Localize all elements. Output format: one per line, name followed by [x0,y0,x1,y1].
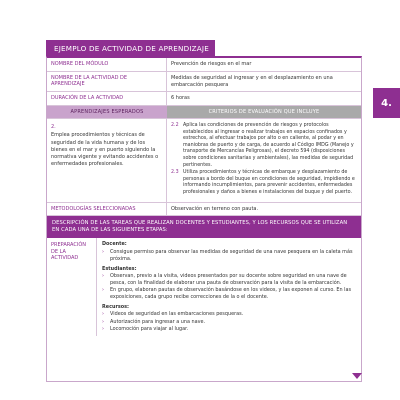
expected-learning-number: 2. [51,124,56,130]
list-item [102,249,356,263]
list-item-text: Observan, previo a la visita, videos presentados por su docente sobre seguridad en una nave de pesca, con la finalidad de elaborar una pauta de observación para la visita de la embarcación. [110,272,347,287]
duration-label: DURACIÓN DE LA ACTIVIDAD [47,92,167,105]
activity-title-bar: EJEMPLO DE ACTIVIDAD DE APRENDIZAJE [46,40,215,56]
criterion-number: 2.2 [171,123,179,128]
module-value: Prevención de riesgos en el mar [171,61,252,67]
criterion-text: Utiliza procedimientos y técnicas de embarque y desplazamiento de personas a bordo del buque en condiciones de seguridad, impidiendo e informando incumplimientos, para prevenir accidentes, enfermedades profesionales y daños a bienes e instalaciones del buque y del puerto. [183,170,355,196]
preparation-label: PREPARACIÓN DE LA ACTIVIDAD [47,238,97,335]
recursos-heading: Recursos: [102,304,130,311]
list-item-text: Consigue permiso para observar las medidas de seguridad de una nave pesquera en la caleta más próxima. [110,248,353,262]
criterion-text: Aplica las condiciones de prevención de riesgos y protocolos establecidos al ingresar o realizar trabajos en espacios confinados y estrechos, al efectuar trabajos por alto o en caliente, al podar y en maniobras de puerto y de carga, de acuerdo al Código IMDG (Manejo y transporte de Mercancías Peligrosas), el decreto 594 (disposiciones sobre condiciones sanitarias y ambientales), las medidas de seguridad pertinentes. [183,123,354,168]
chevron-right-icon: › [102,325,104,332]
list-item [102,326,356,333]
criterion-item [171,170,357,196]
learning-header: APRENDIZAJES ESPERADOS [47,106,167,118]
docente-heading: Docente: [102,241,127,248]
estudiantes-heading: Estudiantes: [102,265,137,272]
duration-value: 6 horas [171,95,190,102]
chevron-right-icon: › [102,287,104,294]
preparation-content [97,238,361,335]
methodology-label: METODOLOGÍAS SELECCIONADAS [47,203,167,216]
methodology-row [47,203,361,217]
methodology-value: Observación en terreno con pauta. [171,205,259,212]
activity-name-row [47,72,361,93]
expected-learning [47,119,167,202]
list-item [102,311,356,318]
preparation-row [47,238,361,335]
list-item-text: Videos de seguridad en las embarcaciones pesqueras. [110,311,244,318]
list-item-text: Autorización para ingresar a una nave. [110,318,206,325]
chevron-right-icon: › [102,311,104,318]
learning-criteria-row [47,119,361,203]
list-item [102,319,356,326]
expected-learning-text: Emplea procedimientos y técnicas de seguridad de la vida humana y de los bienes en el mar y en puerto siguiendo la normativa vigente y evitando accidentes o enfermedades profesionales. [51,132,159,168]
activity-name-label: NOMBRE DE LA ACTIVIDAD DE APRENDIZAJE [47,72,167,92]
chevron-right-icon: › [102,318,104,325]
criterion-item [171,123,357,169]
module-label: NOMBRE DEL MÓDULO [47,58,167,71]
criteria-header: CRITERIOS DE EVALUACIÓN QUE INCLUYE [167,106,361,118]
module-row [47,58,361,72]
activity-name-value: Medidas de seguridad al ingresar y en el desplazamiento en una embarcación pesquera [171,74,333,88]
criteria-list [167,119,361,202]
description-band: DESCRIPCIÓN DE LAS TAREAS QUE REALIZAN DOCENTES Y ESTUDIANTES, Y LOS RECURSOS QUE SE UTILIZAN EN CADA UNA DE LAS SIGUIENTES ETAPAS: [47,216,361,238]
list-item [102,287,356,301]
chevron-right-icon: › [102,272,104,279]
chevron-right-icon: › [102,248,104,255]
list-item [102,273,356,287]
duration-row [47,92,361,106]
list-item-text: En grupo, elaboran pautas de observación basándose en los videos, y las exponen al curso. En las exposiciones, cada grupo recibe correcciones de la o el docente. [110,287,352,301]
list-item-text: Locomoción para viajar al lugar. [110,325,189,332]
page-number-tab: 4. [373,88,400,118]
continue-triangle-icon [352,373,362,379]
column-header-row [47,106,361,119]
criterion-number: 2.3 [171,170,179,176]
activity-table [46,56,362,382]
